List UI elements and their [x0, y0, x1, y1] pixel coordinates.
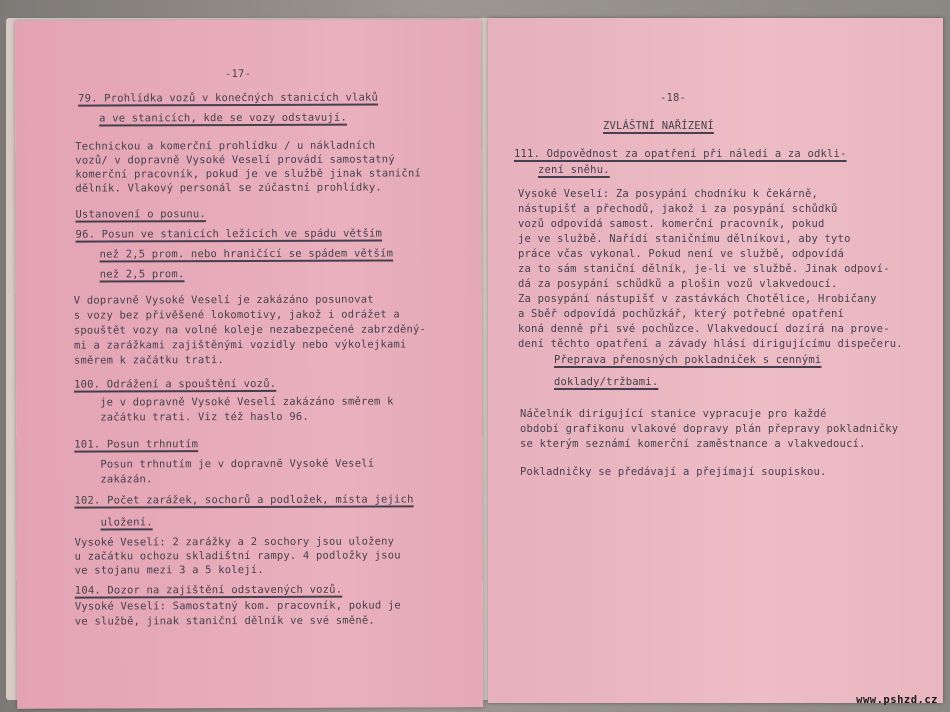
body-line: vozů odpovídá samost. komerční pracovník, pokud — [518, 218, 825, 230]
body-line: s vozy bez přivěšené lokomotivy, jakož i odrážet a — [73, 308, 400, 322]
watermark: www.pshzd.cz — [856, 694, 938, 706]
body-line: nástupišť a přechodů, jakož i za posypání schůdků — [518, 203, 838, 215]
body-line: práce včas vykonal. Pokud není ve službě, odpovídá — [518, 248, 845, 260]
body-line: ve stojanu mezi 3 a 5 kolejí. — [74, 563, 264, 577]
body-line: Vysoké Veselí: Samostatný kom. pracovník, pokud je — [74, 599, 401, 613]
special-orders-title: ZVLÁŠTNÍ NAŘÍZENÍ — [603, 120, 714, 132]
body-line: začátku trati. Viz též haslo 96. — [100, 410, 309, 424]
section-79-heading-line2: a ve stanicích, kde se vozy odstavují. — [99, 111, 347, 125]
page-number-17: -17- — [224, 67, 252, 81]
page-number-18: -18- — [660, 92, 687, 104]
body-line: zakázán. — [100, 473, 153, 486]
cash-box-heading-line2: doklady/tržbami. — [554, 376, 659, 388]
shunting-heading: Ustanovení o posunu. — [75, 208, 206, 221]
body-line: ve službě, jinak staniční dělník ve své směně. — [74, 614, 375, 628]
section-96-heading-line2: než 2,5 prom. nebo hraničící se spádem větším — [99, 247, 394, 261]
body-line: dení těchto opatření a závady hlásí dirigujícímu dispečeru. — [518, 338, 903, 350]
body-line: je v dopravně Vysoké Veselí zakázáno směrem k — [100, 395, 394, 409]
body-line: koná denně při své pochůzce. Vlakvedoucí dozírá na prove- — [518, 323, 890, 335]
cash-box-heading-line1: Přeprava přenosných pokladniček s cennými — [554, 354, 822, 366]
section-111-heading-line2: zení sněhu. — [538, 164, 610, 176]
body-line: V dopravně Vysoké Veselí je zakázáno posunovat — [73, 293, 374, 307]
body-line: dělník. Vlakový personál se zúčastní prohlídky. — [75, 181, 382, 195]
body-line: je ve službě. Nařídí staničnímu dělníkovi, aby tyto — [518, 233, 851, 245]
body-line: spouštět vozy na volné koleje nezabezpečené zabrzděný- — [73, 323, 427, 337]
section-102-heading-line1: 102. Počet zarážek, sochorů a podložek, místa jejich — [74, 493, 414, 507]
section-111-heading-line1: 111. Odpovědnost za opatření při náledí a za odkli- — [514, 148, 847, 160]
body-line: Technickou a komerční prohlídku / u nákladních — [75, 139, 376, 153]
body-line: za to sám staniční dělník, je-li ve službě. Jinak odpoví- — [518, 263, 890, 275]
body-line: a Sběř odpovídá pochůzkář, který potřebné opatření — [518, 308, 845, 320]
cash-box-note: Pokladničky se předávají a přejímají soupiskou. — [520, 466, 827, 478]
section-100-heading: 100. Odrážení a spouštění vozů. — [74, 377, 277, 391]
body-line: mi a zarážkami zajištěnými vozidly nebo výkolejkami — [73, 338, 407, 352]
section-79-heading-line1: 79. Prohlídka vozů v konečných stanicích vlaků — [78, 91, 379, 105]
body-line: komerční pracovník, pokud je ve službě jinak staniční — [75, 167, 422, 181]
body-line: u začátku ochozu skladištní rampy. 4 podložky jsou — [74, 549, 401, 563]
section-101-heading: 101. Posun trhnutím — [74, 438, 199, 451]
left-page — [15, 19, 483, 709]
body-line: Vysoké Veselí: 2 zarážky a 2 sochory jsou uloženy — [74, 535, 395, 549]
body-line: období grafikonu vlakové dopravy plán přepravy pokladničky — [520, 423, 899, 435]
section-104-heading: 104. Dozor na zajištění odstavených vozů. — [74, 583, 343, 597]
body-line: Za posypání nástupišť v zastávkách Chotělice, Hrobičany — [518, 293, 877, 305]
section-102-heading-line2: uložení. — [100, 516, 153, 529]
body-line: Vysoké Veselí: Za posypání chodníku k čekárně, — [518, 188, 818, 200]
body-line: dá za posypání schůdků a plošin vozů vlakvedoucí. — [518, 278, 838, 290]
body-line: se kterým seznámí komerční zaměstnance a vlakvedoucí. — [520, 438, 866, 450]
section-96-heading-line1: 96. Posun ve stanicích ležících ve spádu větším — [75, 227, 383, 241]
right-page — [488, 18, 943, 703]
body-line: směrem k začátku trati. — [73, 354, 225, 367]
body-line: Náčelník dirigující stanice vypracuje pro každé — [520, 408, 827, 420]
section-96-heading-line3: než 2,5 prom. — [99, 268, 185, 281]
body-line: vozů/ v dopravně Vysoké Veselí provádí samostatný — [75, 153, 395, 167]
body-line: Posun trhnutím je v dopravně Vysoké Veselí — [100, 457, 375, 471]
